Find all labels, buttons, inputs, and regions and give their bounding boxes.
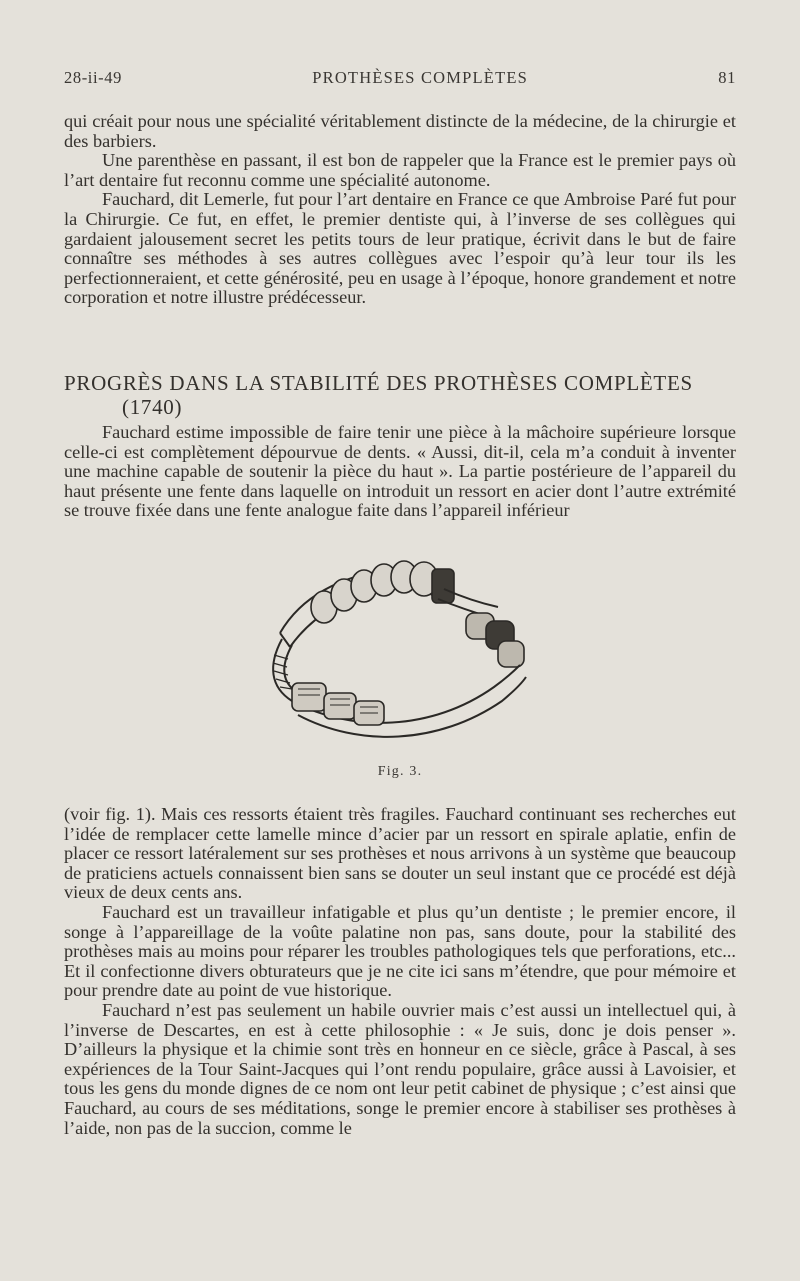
header-title: PROTHÈSES COMPLÈTES	[312, 68, 529, 87]
paragraph: Fauchard n’est pas seulement un habile ouvrier mais c’est aussi un intellectuel qui, à l’inverse de Descartes, en est à cette philosophie : « Je suis, donc je dois penser ». D’ailleurs la physique et la chimie sont très en honneur en ce siècle, grâce à Pascal, à ses expériences de la Tour Saint-Jacques qui l’ont rendu populaire, grâce aussi à Lavoisier, et tous les gens du monde dignes de ce nom ont leur petit cabinet de physique ; c’est ainsi que Fauchard, au cours de ses méditations, songe le premier encore à stabiliser ses prothèses à l’aide, non pas de la succion, comme le	[64, 999, 736, 1138]
paragraph: Fauchard, dit Lemerle, fut pour l’art dentaire en France ce que Ambroise Paré fut pour la Chirurgie. Ce fut, en effet, le premier dentiste qui, à l’inverse de ses collègues qui gardaient jalousement secret les petits tours de leur pratique, écrivit dans le but de faire connaître ses méthodes à ses autres collègues avec l’espoir qu’à leur tour ils les perfectionneraient, et cette générosité, peu en usage à l’époque, honore grandement et notre corporation et notre illustre prédécesseur.	[64, 189, 736, 308]
paragraph: Fauchard est un travailleur infatigable et plus qu’un dentiste ; le premier encore, il songe à l’appareillage de la voûte palatine non pas, sans doute, pour la stabilité des prothèses mais au moins pour réparer les troubles pathologiques tels que perforations, etc... Et il confectionne divers obturateurs que je ne cite ici sans m’étendre, que pour mémoire et pour prendre date au point de vue historique.	[64, 901, 736, 1001]
paragraph: qui créait pour nous une spécialité véritablement distincte de la médecine, de la chirurgie et des barbiers.	[64, 111, 736, 151]
text-block-middle	[64, 423, 736, 521]
header-date: 28-ii-49	[64, 68, 122, 87]
figure-caption: Fig. 3.	[377, 764, 423, 779]
text-block-top	[64, 112, 736, 308]
text-block-bottom	[64, 805, 736, 1138]
page-number: 81	[718, 68, 736, 87]
denture-spring-illustration	[262, 555, 538, 751]
section-heading-line: PROGRÈS DANS LA STABILITÉ DES PROTHÈSES COMPLÈTES	[64, 371, 693, 395]
paragraph: Une parenthèse en passant, il est bon de rappeler que la France est le premier pays où l’art dentaire fut reconnu comme une spécialité autonome.	[64, 150, 736, 190]
running-header	[64, 68, 736, 92]
paragraph: Fauchard estime impossible de faire tenir une pièce à la mâchoire supérieure lorsque celle-ci est complètement dépourvue de dents. « Aussi, dit-il, cela m’a conduit à inventer une machine capable de soutenir la pièce du haut ». La partie postérieure de l’appareil du haut présente une fente dans laquelle on introduit un ressort en acier dont l’autre extrémité se trouve fixée dans une fente analogue faite dans l’appareil inférieur	[64, 422, 736, 521]
section-heading	[64, 371, 744, 419]
paragraph: (voir fig. 1). Mais ces ressorts étaient très fragiles. Fauchard continuant ses recherches eut l’idée de remplacer cette lamelle mince d’acier par un ressort en spirale aplatie, enfin de placer ce ressort latéralement sur ses prothèses et nous arrivons à un système que beaucoup de praticiens actuels connaissent bien sans se douter un seul instant que ce procédé est déjà vieux de deux cents ans.	[64, 804, 736, 903]
section-heading-year: (1740)	[122, 395, 183, 419]
